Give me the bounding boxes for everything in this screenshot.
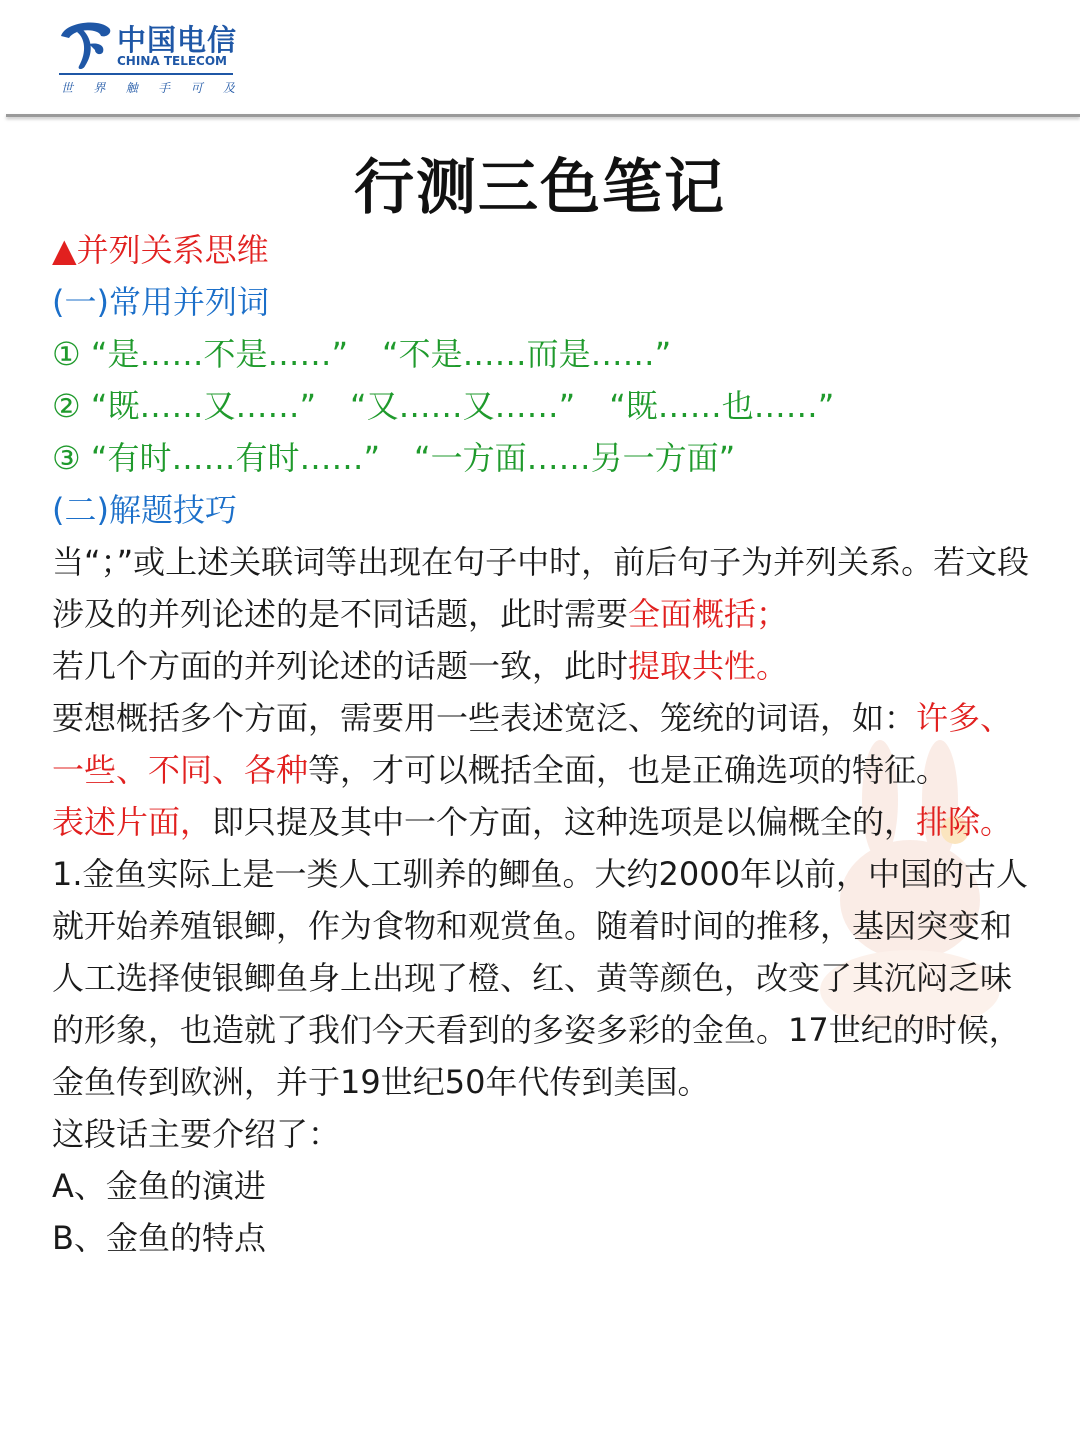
header-divider bbox=[6, 114, 1080, 117]
china-telecom-logo-icon bbox=[55, 16, 115, 72]
phrase: “有时……有时……” bbox=[90, 439, 381, 477]
subheading-common-words: (一)常用并列词 bbox=[52, 283, 269, 321]
question-prompt: 这段话主要介绍了： bbox=[52, 1115, 341, 1153]
highlight-text: 全面概括； bbox=[628, 595, 789, 633]
list-item bbox=[52, 380, 1032, 432]
item-number: ② bbox=[52, 387, 81, 425]
tip-text: 若几个方面的并列论述的话题一致，此时 bbox=[52, 647, 629, 685]
question-text: 1.金鱼实际上是一类人工驯养的鲫鱼。大约2000年以前，中国的古人就开始养殖银鲫，作为食物和观赏鱼。随着时间的推移，基因突变和人工选择使银鲫鱼身上出现了橙、红、黄等颜色，改变了其沉闷乏味的形象，也造就了我们今天看到的多姿多彩的金鱼。17世纪的时候，金鱼传到欧洲，并于19世纪50年代传到美国。 bbox=[52, 855, 1028, 1101]
option-b: B、金鱼的特点 bbox=[52, 1219, 266, 1257]
item-number: ③ bbox=[52, 439, 81, 477]
highlight-text: 提取共性。 bbox=[628, 647, 789, 685]
phrase: “是……不是……” bbox=[90, 335, 349, 373]
tip-paragraph bbox=[52, 796, 1032, 848]
highlight-text: 表述片面， bbox=[52, 803, 213, 841]
logo-english-text: CHINA TELECOM bbox=[117, 54, 227, 68]
item-number: ① bbox=[52, 335, 81, 373]
option-a: A、金鱼的演进 bbox=[52, 1167, 266, 1205]
china-telecom-logo bbox=[55, 16, 245, 100]
logo-chinese-text: 中国电信 bbox=[117, 23, 238, 57]
list-item bbox=[52, 328, 1032, 380]
logo-divider bbox=[59, 73, 233, 75]
tip-text: 等，才可以概括全面，也是正确选项的特征。 bbox=[308, 751, 949, 789]
tip-text: 要想概括多个方面，需要用一些表述宽泛、笼统的词语，如： bbox=[52, 699, 917, 737]
tip-paragraph bbox=[52, 692, 1032, 796]
slogan-char: 手 bbox=[158, 81, 171, 95]
slogan-char: 世 bbox=[61, 81, 74, 95]
tip-text: 即只提及其中一个方面，这种选项是以偏概全的， bbox=[212, 803, 917, 841]
section-heading: ▲并列关系思维 bbox=[52, 231, 269, 269]
slogan-char: 及 bbox=[222, 81, 235, 95]
phrase: “既……也……” bbox=[609, 387, 835, 425]
highlight-text: 排除。 bbox=[916, 803, 1013, 841]
page-title: 行测三色笔记 bbox=[354, 153, 726, 223]
phrase: “一方面……另一方面” bbox=[414, 439, 736, 477]
slogan-char: 触 bbox=[125, 81, 138, 95]
note-content bbox=[52, 224, 1032, 1264]
tip-text: 当“；”或上述关联词等出现在句子中时，前后句子为并列关系。若文段涉及的并列论述的是不同话题，此时需要 bbox=[52, 543, 1030, 633]
subheading-tips: (二)解题技巧 bbox=[52, 491, 237, 529]
phrase: “既……又……” bbox=[90, 387, 317, 425]
phrase: “又……又……” bbox=[350, 387, 576, 425]
header bbox=[0, 0, 1080, 118]
highlight-text: 许多、一些、不同、各种 bbox=[52, 699, 1013, 789]
slogan-char: 界 bbox=[93, 81, 106, 95]
logo-slogan bbox=[61, 79, 235, 96]
list-item bbox=[52, 432, 1032, 484]
phrase: “不是……而是……” bbox=[382, 335, 672, 373]
slogan-char: 可 bbox=[190, 81, 203, 95]
tip-paragraph bbox=[52, 536, 1032, 692]
